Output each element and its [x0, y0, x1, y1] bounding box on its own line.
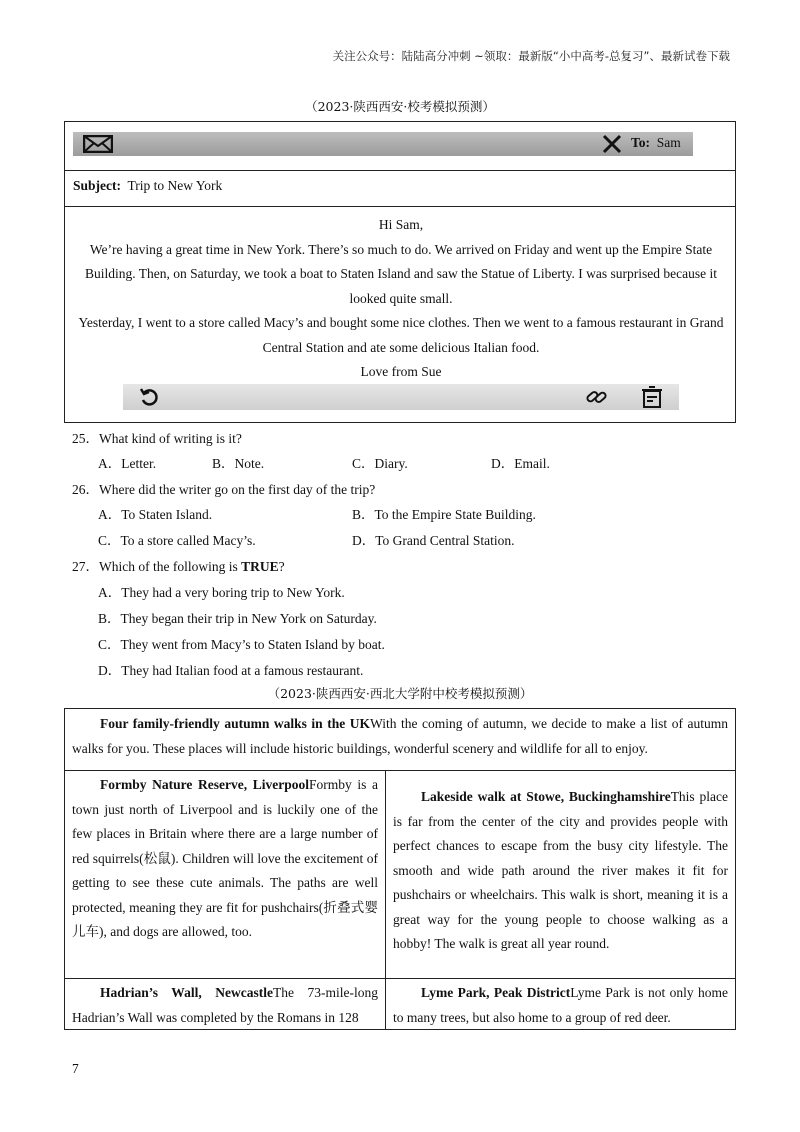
question-number: 26． [72, 482, 99, 497]
question-25 [72, 427, 242, 447]
email-box [64, 121, 736, 423]
option-c[interactable]: C．Diary. [352, 456, 408, 471]
option-d[interactable]: D．To Grand Central Station. [352, 533, 515, 548]
walk-stowe [386, 785, 735, 957]
email-paragraph-1: We’re having a great time in New York. There’s so much to do. We arrived on Friday and went up the Empire State Building. Then, on Saturday, we took a boat to Staten Island and saw the Statue of Liberty. I was surprised because it looked quite small. [85, 241, 717, 306]
question-text: Which of the following is [99, 559, 242, 574]
subject-label: Subject: [73, 178, 121, 193]
divider [65, 978, 735, 979]
walks-intro [65, 712, 735, 761]
subject-value: Trip to New York [127, 178, 223, 193]
question-26 [72, 478, 375, 498]
question-text: Where did the writer go on the first day of the trip? [99, 482, 376, 497]
walks-table [64, 708, 736, 1030]
email-bottom-toolbar [123, 384, 679, 410]
question-27 [72, 555, 285, 575]
source-label-1: （2023·陕西西安·校考模拟预测） [305, 99, 495, 114]
divider [65, 206, 735, 207]
email-paragraph-2: Yesterday, I went to a store called Macy’s and bought some nice clothes. Then we went to a famous restaurant in Grand Central Station and ate some delicious Italian food. [78, 315, 724, 355]
option-b[interactable]: B．They began their trip in New York on Saturday. [98, 611, 377, 626]
source-label-2: （2023·陕西西安·西北大学附中校考模拟预测） [267, 686, 533, 701]
divider [65, 170, 735, 171]
walk-formby [65, 773, 385, 945]
option-c[interactable]: C．To a store called Macy’s. [98, 533, 256, 548]
walk-text: Formby is a town just north of Liverpool and is luckily one of the few places in Britain where there are a large number of red squirrels(松鼠). Children will love the excitement of getting to see these cute animals. The paths are well protected, meaning they are fit for pushchairs(折叠式婴儿车), and dogs are allowed, too. [72, 777, 378, 939]
walk-title: Lyme Park, Peak District [421, 985, 571, 1000]
walk-hadrian [65, 981, 385, 1030]
page-number: 7 [72, 1061, 79, 1076]
walk-title: Lakeside walk at Stowe, Buckinghamshire [421, 789, 671, 804]
question-emphasis: TRUE [241, 559, 279, 574]
recipient-line [631, 135, 681, 151]
walks-intro-text: With the coming of autumn, we decide to make a list of autumn walks for you. These places will include historic buildings, wonderful scenery and wildlife for all to enjoy. [72, 716, 728, 756]
option-d[interactable]: D．Email. [491, 456, 550, 471]
email-body [71, 213, 731, 385]
subject-line [73, 178, 222, 194]
option-c[interactable]: C．They went from Macy’s to Staten Island by boat. [98, 637, 385, 652]
walk-title: Formby Nature Reserve, Liverpool [100, 777, 309, 792]
question-punctuation: ? [278, 559, 285, 574]
option-a[interactable]: A．They had a very boring trip to New York. [98, 585, 345, 600]
delete-icon[interactable] [641, 386, 663, 408]
option-b[interactable]: B．To the Empire State Building. [352, 507, 536, 522]
question-text: What kind of writing is it? [99, 431, 242, 446]
question-number: 25． [72, 431, 99, 446]
walks-intro-title: Four family-friendly autumn walks in the UK [100, 716, 371, 731]
envelope-icon [83, 135, 113, 153]
walk-text: The 73-mile-long Hadrian’s Wall was completed by the Romans in 128 [72, 985, 378, 1025]
question-number: 27． [72, 559, 99, 574]
walk-text: This place is far from the center of the city and provides people with perfect chances to escape from the busy city lifestyle. The smooth and wide path around the river makes it fit for pushchairs or wheelchairs. This walk is short, meaning it is a great way for the young people to choose walking as a hobby! The walk is great all year round. [393, 789, 728, 951]
page-header: 关注公众号：陆陆高分冲刺 ~领取：最新版“小中高考-总复习”、最新试卷下载 [332, 49, 730, 63]
close-icon[interactable] [601, 133, 623, 155]
email-toolbar [73, 132, 693, 156]
option-d[interactable]: D．They had Italian food at a famous restaurant. [98, 663, 364, 678]
to-value: Sam [656, 135, 681, 150]
email-closing: Love from Sue [360, 364, 442, 379]
walk-lyme [386, 981, 735, 1030]
walk-title: Hadrian’s Wall, Newcastle [100, 985, 273, 1000]
option-a[interactable]: A．Letter. [98, 456, 157, 471]
email-greeting: Hi Sam, [378, 217, 424, 232]
link-icon[interactable] [585, 387, 609, 407]
undo-icon[interactable] [139, 387, 161, 407]
option-b[interactable]: B．Note. [212, 456, 265, 471]
option-a[interactable]: A．To Staten Island. [98, 507, 213, 522]
walk-text: Lyme Park is not only home to many trees, but also home to a group of red deer. [393, 985, 728, 1025]
divider [65, 770, 735, 771]
to-label: To: [631, 135, 651, 150]
